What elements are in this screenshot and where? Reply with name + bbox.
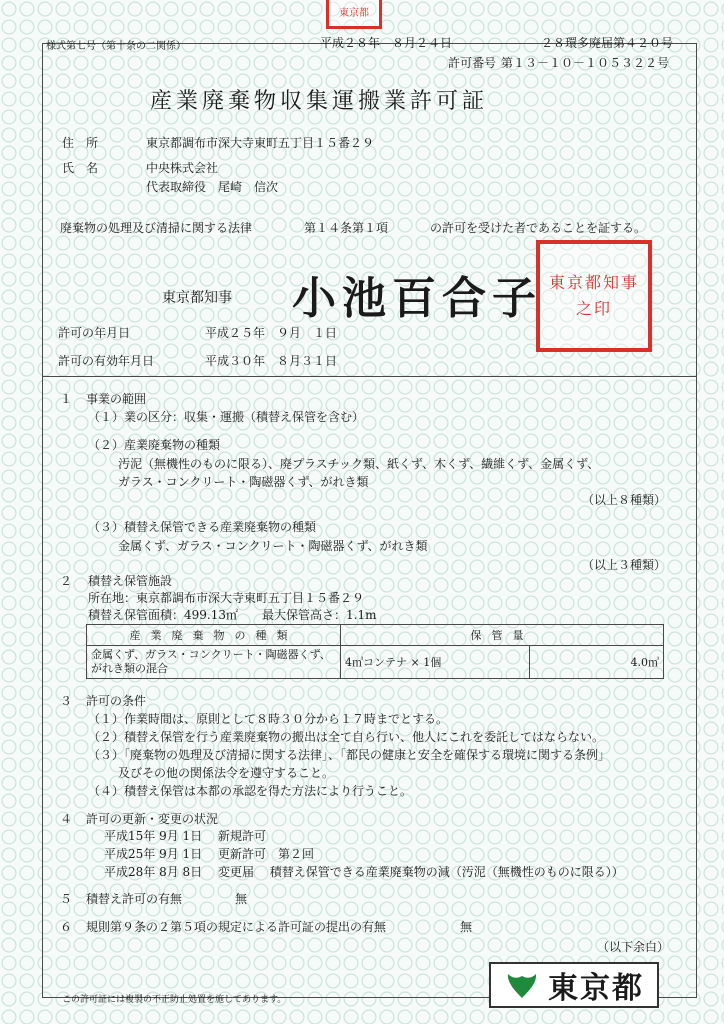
footer-note: この許可証には複製の不正防止処置を施してあります。 — [62, 995, 287, 1005]
issuer-title: 東京都知事 — [162, 290, 232, 306]
section-5-value: 無 — [235, 892, 248, 906]
page-title: 産業廃棄物収集運搬業許可証 — [150, 89, 489, 114]
representative: 代表取締役 尾崎 信次 — [146, 180, 279, 194]
governor-signature: 小池百合子 — [292, 273, 542, 324]
section-5-number: ５ — [60, 892, 73, 906]
waste-types-total: （以上８種類） — [582, 493, 667, 507]
section-6-number: ６ — [60, 920, 73, 934]
storage-area: 積替え保管面積：499.13㎡ 最大保管高さ：1.1m — [88, 608, 377, 622]
waste-types-line-2: ガラス・コンクリート・陶磁器くず、がれき類 — [118, 475, 369, 489]
section-2-number: ２ — [60, 574, 73, 588]
section-4-heading: 許可の更新・変更の状況 — [86, 812, 219, 826]
history-3: 平成28年 8月 8日 変更届 積替え保管できる産業廃棄物の減（汚泥（無機性のものに限る）） — [104, 865, 624, 879]
top-seal: 東京都 — [326, 0, 382, 29]
history-1: 平成15年 9月 1日 新規許可 — [104, 829, 266, 843]
document-number: ２８環多廃届第４２０号 — [541, 36, 674, 50]
company-name: 中央株式会社 — [146, 161, 219, 175]
law-article: 第１４条第１項 — [304, 221, 389, 235]
issue-date: 平成２８年 ８月２４日 — [320, 36, 453, 50]
table-header-amount: 保管量 — [341, 625, 664, 646]
permit-date-label: 許可の年月日 — [58, 326, 131, 340]
address: 東京都調布市深大寺東町五丁目１５番２９ — [146, 136, 375, 150]
business-category: （１）業の区分：収集・運搬（積替え保管を含む） — [88, 410, 365, 424]
expiry-date: 平成３０年 ８月３１日 — [205, 354, 338, 368]
permit-date: 平成２５年 ９月 １日 — [205, 326, 338, 340]
section-4-number: ４ — [60, 812, 73, 826]
history-2: 平成25年 9月 1日 更新許可 第２回 — [104, 847, 314, 861]
storage-table — [86, 624, 664, 679]
certification-statement: の許可を受けた者であることを証する。 — [430, 221, 647, 235]
divider — [42, 376, 696, 377]
address-label: 住 所 — [62, 136, 99, 150]
tokyo-logo — [489, 962, 659, 1008]
transfer-types-total: （以上３種類） — [582, 558, 667, 572]
transfer-types-line: 金属くず、ガラス・コンクリート・陶磁器くず、がれき類 — [118, 539, 428, 553]
condition-2: （２）積替え保管を行う産業廃棄物の搬出は全て自ら行い、他人にこれを委託してはならない。 — [88, 730, 605, 744]
table-header-waste: 産業廃棄物の種類 — [87, 625, 341, 646]
expiry-date-label: 許可の有効年月日 — [58, 354, 155, 368]
section-3-number: ３ — [60, 694, 73, 708]
closing-note: （以下余白） — [597, 940, 670, 954]
section-5-heading: 積替え許可の有無 — [86, 892, 183, 906]
section-1-heading: 事業の範囲 — [86, 392, 147, 406]
condition-4: （４）積替え保管は本都の承認を得た方法により行うこと。 — [88, 784, 413, 798]
section-2-heading: 積替え保管施設 — [88, 574, 173, 588]
section-6-value: 無 — [460, 920, 473, 934]
permit-number: 第１３－１０－１０５３２２号 — [501, 56, 670, 70]
section-1-number: １ — [60, 392, 73, 406]
table-cell-container: 4㎥コンテナ × 1個 — [341, 646, 530, 679]
section-6-heading: 規則第９条の２第５項の規定による許可証の提出の有無 — [86, 920, 387, 934]
logo-text: 東京都 — [548, 971, 644, 1006]
table-cell-waste: 金属くず、ガラス・コンクリート・陶磁器くず、がれき類の混合 — [87, 646, 341, 679]
ginkgo-icon — [504, 968, 540, 1003]
waste-types-heading: （２）産業廃棄物の種類 — [88, 438, 221, 452]
condition-3-cont: 及びその他の関係法令を遵守すること。 — [118, 766, 335, 780]
condition-1: （１）作業時間は、原則として８時３０分から１７時までとする。 — [88, 712, 449, 726]
form-number: 様式第七号（第十条の二関係） — [46, 41, 186, 52]
name-label: 氏 名 — [62, 161, 99, 175]
condition-3: （３）「廃棄物の処理及び清掃に関する法律」、「都民の健康と安全を確保する環境に関する条例」 — [88, 748, 611, 762]
law-name: 廃棄物の処理及び清掃に関する法律 — [60, 221, 253, 235]
transfer-types-heading: （３）積替え保管できる産業廃棄物の種類 — [88, 520, 317, 534]
table-cell-amount: 4.0㎥ — [530, 646, 664, 679]
waste-types-line-1: 汚泥（無機性のものに限る）、廃プラスチック類、紙くず、木くず、繊維くず、金属くず、 — [118, 457, 600, 471]
section-3-heading: 許可の条件 — [86, 694, 147, 708]
governor-seal: 東京都知事之印 — [536, 240, 652, 352]
storage-location: 所在地：東京都調布市深大寺東町五丁目１５番２９ — [88, 591, 365, 605]
permit-number-label: 許可番号 — [448, 56, 497, 70]
table-row — [87, 646, 664, 679]
